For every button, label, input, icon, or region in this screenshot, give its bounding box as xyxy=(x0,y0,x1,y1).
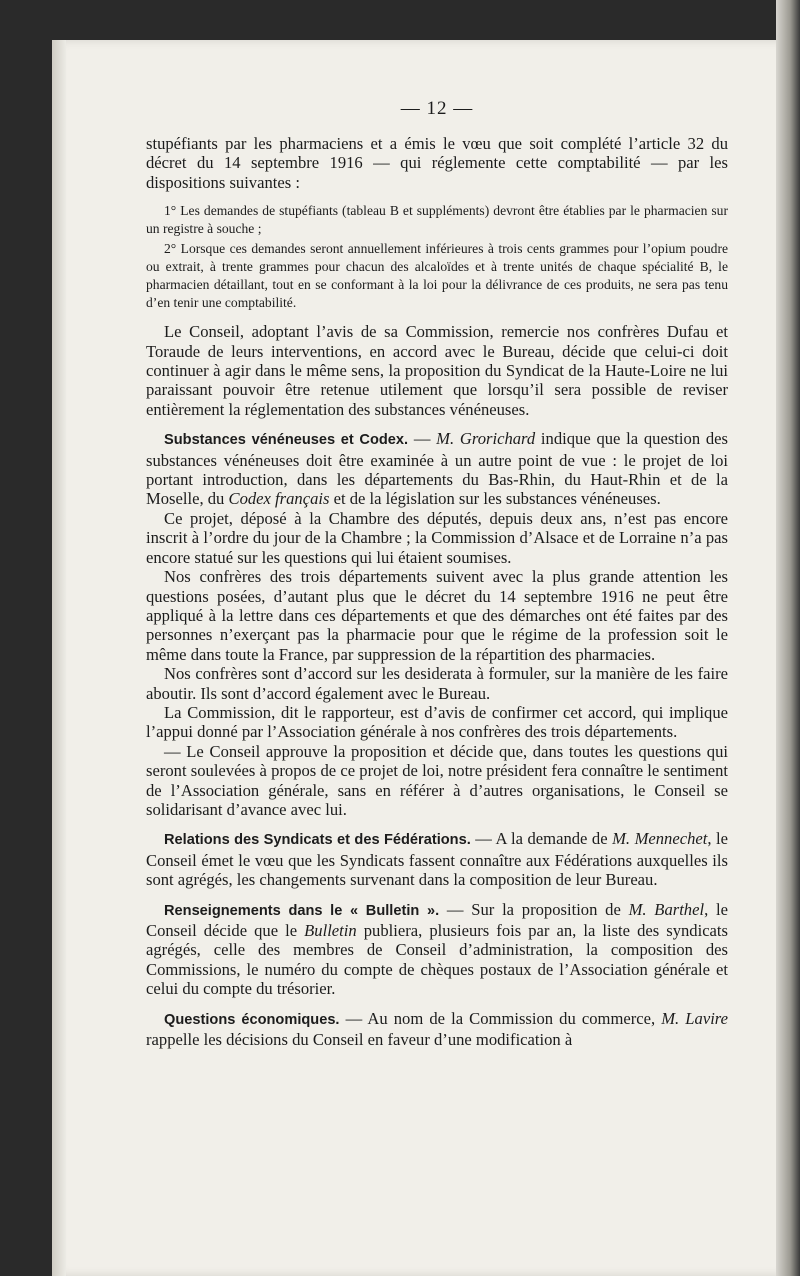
bulletin-title: Bulletin xyxy=(304,921,357,940)
person-name: M. Lavire xyxy=(661,1008,729,1028)
paragraph-trois-departements: Nos confrères des trois départements suivent avec la plus grande attention les questions posées, d’autant plus que le décret du 14 septembre 1916 ne peut être appliqué à la lettre dans ces départements et que des démarches ont été faites par des personnes n’exerçant pas la pharmacie pour que le régime de la profession soit le même dans toute la France, par suppression de la répartition des pharmacies. xyxy=(146,567,728,664)
list-item-2: 2° Lorsque ces demandes seront annuellement inférieures à trois cents grammes pour l’opium poudre ou extrait, à trente grammes pour chacun des alcaloïdes et à trente unités de chaque spécialité B, le pharmacien détaillant, tout en se conformant à la loi pour la délivrance de ces produits, ne sera pas tenu d’en tenir une comptabilité. xyxy=(146,241,728,311)
section-questions xyxy=(146,1009,728,1050)
section-heading-bulletin: Renseignements dans le « Bulletin ». xyxy=(164,902,440,919)
section-text: , le Conseil émet le vœu que les Syndicats fassent connaître aux Fédérations auxquelles ils sont agrégés, les changements survenant dans la composition de leur Bureau. xyxy=(146,829,728,890)
page-number: — 12 — xyxy=(400,98,474,119)
section-relations xyxy=(146,829,728,889)
paragraph-approuve: — Le Conseil approuve la proposition et décide que, dans toutes les questions qui seront soulevées à propos de ce projet de loi, notre président fera connaître le sentiment de l’Association générale, sans en référer à d’autres organisations, le Conseil se solidarisant d’avance avec lui. xyxy=(146,741,728,819)
paragraph-projet: Ce projet, déposé à la Chambre des députés, depuis deux ans, n’est pas encore inscrit à l’ordre du jour de la Chambre ; la Commission d’Alsace et de Lorraine n’a pas encore statué sur les questions qui lui étaient soumises. xyxy=(146,508,728,567)
paragraph-desiderata: Nos confrères sont d’accord sur les desiderata à formuler, sur la manière de les faire aboutir. Ils sont d’accord également avec le Bureau. xyxy=(146,664,728,703)
paragraph-commission: La Commission, dit le rapporteur, est d’avis de confirmer cet accord, qui implique l’appui donné par l’Association générale à nos confrères des trois départements. xyxy=(146,702,728,742)
section-text: et de la législation sur les substances vénéneuses. xyxy=(329,489,661,509)
section-text: publiera, plusieurs fois par an, la liste des syndicats agrégés, celle des membres de Conseil d’administration, la composition des Commissions, le numéro du compte de chèques postaux de l’Association générale et celui du compte du trésorier. xyxy=(146,921,728,999)
person-name: M. Mennechet xyxy=(612,829,708,849)
paragraph-conseil: Le Conseil, adoptant l’avis de sa Commission, remercie nos confrères Dufau et Toraude de leurs interventions, en accord avec le Bureau, décide que celui-ci doit continuer à agir dans le même sens, la proposition du Syndicat de la Haute-Loire ne lui paraissant pouvoir être retenue utilement que lorsqu’il sera possible de reviser entièrement la réglementation des substances vénéneuses. xyxy=(146,322,728,419)
section-heading-questions: Questions économiques. xyxy=(164,1011,340,1028)
person-name: M. Barthel xyxy=(628,899,705,919)
document-body xyxy=(146,98,728,1049)
section-text: , le Conseil décide que le xyxy=(146,899,728,940)
section-heading-relations: Relations des Syndicats et des Fédérations. xyxy=(164,832,471,849)
person-name: M. Grorichard xyxy=(436,429,536,449)
codex-title: Codex français xyxy=(228,489,330,509)
section-heading-substances: Substances vénéneuses et Codex. xyxy=(164,432,409,449)
dash: — Au nom de la Commission du commerce, xyxy=(339,1008,662,1028)
section-substances xyxy=(146,429,728,509)
dash: — xyxy=(408,429,437,449)
dash: — Sur la proposition de xyxy=(439,899,629,919)
section-text: rappelle les décisions du Conseil en faveur d’une modification à xyxy=(146,1030,573,1050)
section-bulletin xyxy=(146,900,728,999)
list-item-1: 1° Les demandes de stupéfiants (tableau B et suppléments) devront être établies par le pharmacien sur un registre à souche ; xyxy=(146,203,728,237)
dash: — A la demande de xyxy=(470,829,613,849)
page-edge xyxy=(776,0,800,1276)
section-text: indique que la question des substances vénéneuses doit être examinée à un autre point de vue : le projet de loi portant introduction, dans les départements du Bas-Rhin, du Haut-Rhin et de la Moselle, du xyxy=(146,429,728,509)
page-binding xyxy=(52,40,66,1276)
paragraph-continued: stupéfiants par les pharmaciens et a émis le vœu que soit complété l’article 32 du décret du 14 septembre 1916 — qui réglemente cette comptabilité — par les dispositions suivantes : xyxy=(146,134,728,192)
